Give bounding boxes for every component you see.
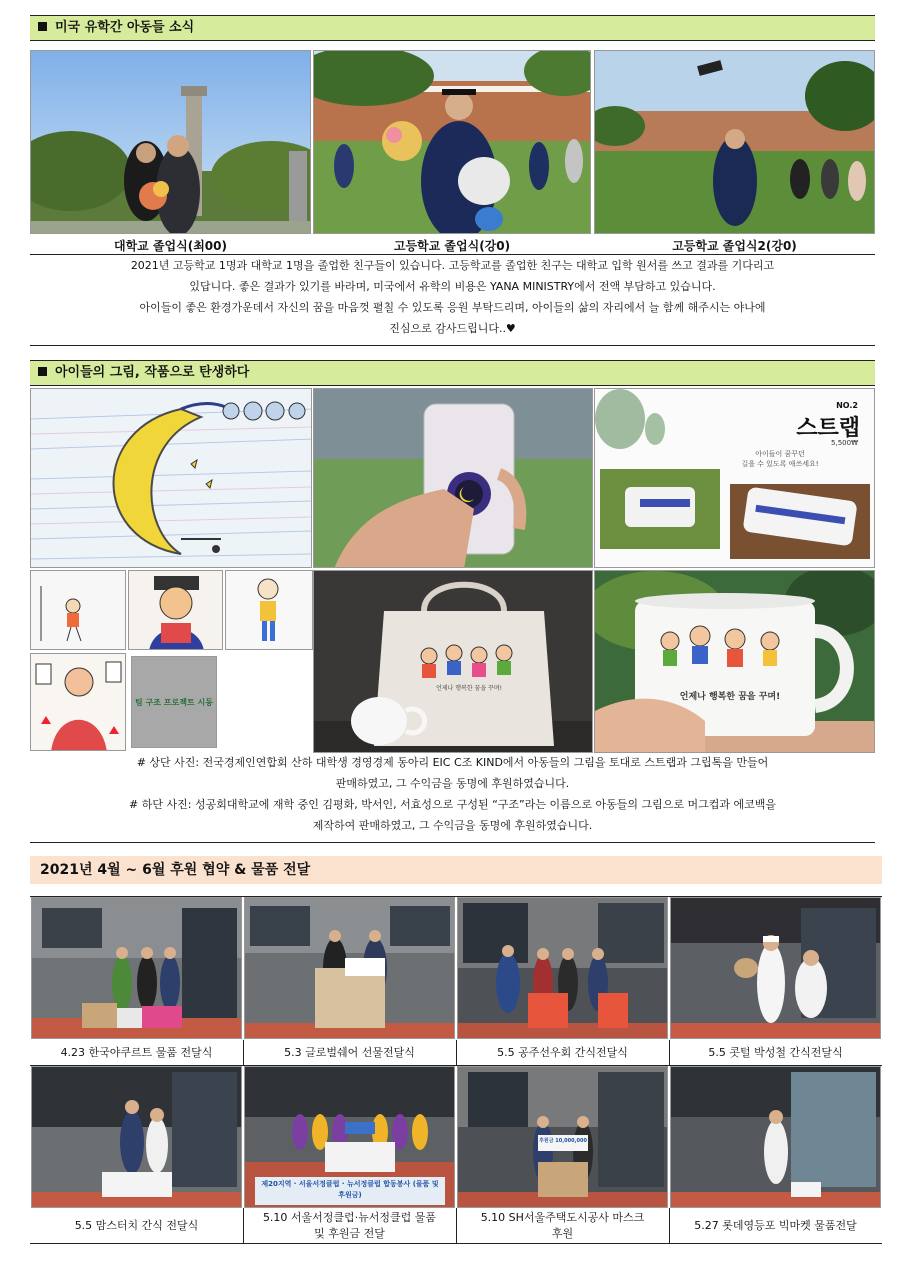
square-bullet-icon — [38, 367, 47, 376]
paragraph-line: 진심으로 감사드립니다..♥ — [389, 322, 516, 335]
photo-globalshare — [244, 897, 455, 1039]
photo-drawing-small-1 — [30, 570, 126, 650]
section-title: 미국 유학간 아동들 소식 — [55, 20, 195, 35]
photo-drawing-small-4 — [30, 653, 126, 751]
project-placeholder — [131, 656, 217, 748]
note-line: # 상단 사진: 전국경제인연합회 산하 대학생 경영경제 동아리 EIC C조 KIND에서 아동들의 그림을 토대로 스트랩과 그립톡을 만들어 — [136, 756, 769, 769]
caption-globalshare: 5.3 글로벌쉐어 선물전달식 — [284, 1045, 415, 1059]
usa-paragraph — [30, 255, 875, 339]
caption-highschool-1: 고등학교 졸업식(강0) — [393, 239, 511, 253]
section-header-artworks — [30, 360, 875, 386]
photo-mug — [594, 570, 875, 753]
photo-highschool-graduation — [313, 50, 591, 234]
photo-momstouch — [31, 1066, 242, 1208]
divider — [30, 842, 875, 843]
caption-momstouch: 5.5 맘스터치 간식 전달식 — [74, 1218, 199, 1232]
photo-cap-toss — [594, 50, 875, 234]
section-header-usa — [30, 15, 875, 41]
caption-lotte-bigmarket: 5.27 롯데영등포 빅마켓 물품전달 — [694, 1218, 857, 1232]
photo-yakult — [31, 897, 242, 1039]
photo-strap-product — [594, 388, 875, 568]
banner-text: 제20지역 · 서울서정클럽 · 뉴서정클럽 합동봉사 (물품 및 후원금) — [261, 1180, 439, 1199]
note-line: 판매하였고, 그 수익금을 동명에 후원하였습니다. — [335, 777, 570, 790]
photo-seojeong-club — [244, 1066, 455, 1208]
donation-sign: 후원금 10,000,000 — [539, 1138, 587, 1144]
caption-gongju: 5.5 공주선우회 간식전달식 — [497, 1045, 628, 1059]
strap-price: 5,500₩ — [831, 439, 858, 447]
photo-eco-bag — [313, 570, 593, 753]
project-label: 팀 구조 프로젝트 시동 — [135, 697, 213, 707]
caption-university: 대학교 졸업식(최00) — [114, 239, 227, 253]
photo-moon-drawing — [30, 388, 312, 568]
square-bullet-icon — [38, 22, 47, 31]
photo-lotte-bigmarket — [670, 1066, 881, 1208]
strap-title: 스트랩 — [796, 416, 860, 441]
photo-kotteol — [670, 897, 881, 1039]
photo-phone-griptok — [313, 388, 593, 568]
caption-kotteol: 5.5 콧털 박성철 간식전달식 — [708, 1045, 843, 1059]
caption-sh-corp: 5.10 SH서울주택도시공사 마스크 후원 — [480, 1210, 645, 1240]
paragraph-line: 아이들이 좋은 환경가운데서 자신의 꿈을 마음껏 펼칠 수 있도록 응원 부탁드리며, 아이들의 삶의 자리에서 늘 함께 해주시는 야나에 — [139, 301, 766, 314]
caption-highschool-2: 고등학교 졸업식2(강0) — [672, 239, 797, 253]
paragraph-line: 2021년 고등학교 1명과 대학교 1명을 졸업한 친구들이 있습니다. 고등학교를 졸업한 친구는 대학교 입학 원서를 쓰고 결과를 기다리고 — [130, 259, 775, 272]
caption-seojeong-club: 5.10 서울서정클럽·뉴서정클럽 물품 및 후원금 전달 — [262, 1210, 437, 1240]
strap-subtitle: 아이들이 꿈꾸던 길을 수 있도록 애쓰세요! — [741, 450, 819, 468]
photo-university-graduation — [30, 50, 311, 234]
photo-drawing-small-2 — [128, 570, 223, 650]
section-title: 아이들의 그림, 작품으로 탄생하다 — [55, 365, 250, 380]
section-header-donations: 2021년 4월 ~ 6월 후원 협약 & 물품 전달 — [30, 856, 882, 884]
photo-drawing-small-3 — [225, 570, 313, 650]
eco-bag-text: 언제나 행복한 꿈을 꾸며! — [435, 685, 503, 692]
caption-yakult: 4.23 한국야쿠르트 물품 전달식 — [60, 1045, 213, 1059]
note-line: # 하단 사진: 성공회대학교에 재학 중인 김평화, 박서인, 서효성으로 구성된 “구조”라는 이름으로 아동들의 그림으로 머그컵과 에코백을 — [129, 798, 776, 811]
note-line: 제작하여 판매하였고, 그 수익금을 동명에 후원하였습니다. — [312, 819, 593, 832]
artwork-notes — [30, 752, 875, 836]
strap-number: NO.2 — [836, 401, 858, 410]
mug-text: 언제나 행복한 꿈을 꾸며! — [679, 692, 781, 702]
paragraph-line: 있답니다. 좋은 결과가 있기를 바라며, 미국에서 유학의 비용은 YANA MINISTRY에서 전액 부담하고 있습니다. — [189, 280, 716, 293]
photo-sh-corp — [457, 1066, 668, 1208]
photo-gongju — [457, 897, 668, 1039]
divider — [30, 345, 875, 346]
